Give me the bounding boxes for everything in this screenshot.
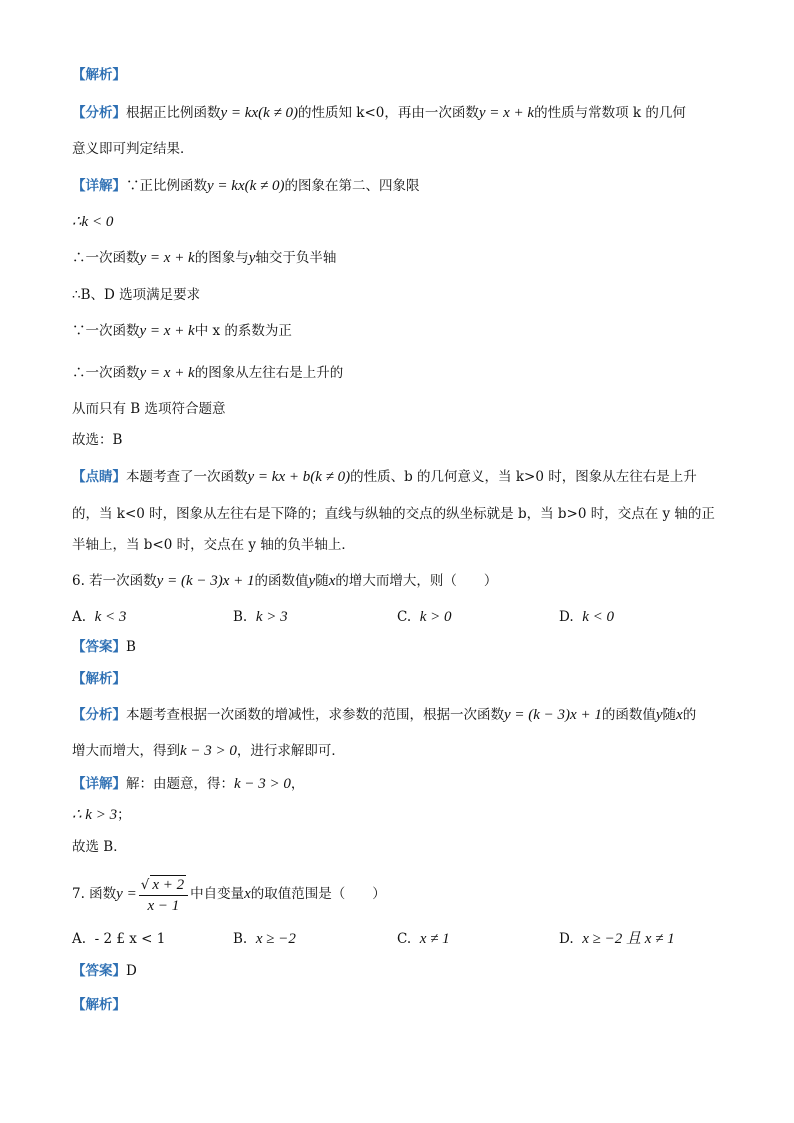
detail-line-3	[72, 249, 336, 267]
formula: y = x + k	[139, 323, 195, 339]
sqrt-icon: √	[140, 876, 150, 893]
detail-line-4: ∴B、D 选项满足要求	[72, 287, 201, 303]
text: 中 x 的系数为正	[194, 323, 292, 339]
detail-line-5	[72, 322, 292, 340]
q6-answer	[72, 638, 136, 656]
analysis-line-2: 意义即可判定结果．	[72, 141, 194, 157]
text: 的增大而增大，则（ ）	[335, 573, 498, 589]
text: 7. 函数	[72, 886, 117, 902]
text: 的图象在第二、四象限	[284, 178, 420, 194]
text: 中自变量	[190, 886, 245, 902]
option-label: B.	[233, 609, 248, 625]
text: 随	[315, 573, 329, 589]
option-label: D.	[559, 609, 574, 625]
answer-label: 【答案】	[72, 639, 126, 655]
comment-label: 【点睛】	[72, 469, 126, 485]
text: 随	[662, 707, 677, 723]
text: ，	[290, 776, 305, 792]
text: 本题考查根据一次函数的增减性，求参数的范围，根据一次函数	[126, 707, 504, 723]
option-label: C.	[397, 609, 412, 625]
q7-option-c	[397, 930, 450, 948]
formula: y = (k − 3)x + 1	[504, 707, 602, 723]
q7-option-a	[72, 930, 165, 948]
text: ，进行求解即可．	[236, 743, 345, 759]
q6-analysis-line-2	[72, 742, 345, 760]
formula: y =	[116, 886, 137, 902]
text: 的	[682, 707, 697, 723]
option-value: k > 0	[419, 609, 452, 625]
option-value: - 2 £ x < 1	[94, 931, 166, 947]
fraction-denominator: x − 1	[147, 897, 180, 914]
analysis-label: 【分析】	[72, 707, 126, 723]
detail-line-6	[72, 364, 343, 382]
q6-option-a	[72, 608, 126, 626]
option-label: D.	[559, 931, 574, 947]
question-7-stem	[72, 872, 386, 916]
text: 的性质与常数项 k 的几何	[534, 105, 686, 121]
option-label: C.	[397, 931, 412, 947]
q6-option-b	[233, 608, 288, 626]
formula: y = kx + b(k ≠ 0)	[247, 469, 351, 485]
option-value: x ≥ −2 且 x ≠ 1	[582, 931, 675, 947]
q6-section-jiexi: 【解析】	[72, 671, 126, 687]
option-value: x ≥ −2	[255, 931, 296, 947]
formula: y = kx(k ≠ 0)	[207, 178, 285, 194]
q6-option-d	[559, 608, 614, 626]
q6-detail-line-2	[72, 806, 131, 824]
q7-option-d	[559, 930, 675, 948]
text: 的函数值	[254, 573, 309, 589]
text: 的图象与	[194, 250, 249, 266]
formula: y = x + k	[478, 105, 535, 121]
analysis-line-1	[72, 104, 686, 122]
formula: k − 3 > 0	[180, 743, 237, 759]
formula: y = x + k	[139, 250, 195, 266]
text: 的图象从左往右是上升的	[194, 365, 344, 381]
option-label: A.	[72, 931, 87, 947]
answer-label: 【答案】	[72, 963, 126, 979]
answer-value: B	[126, 639, 136, 655]
option-value: x ≠ 1	[419, 931, 450, 947]
q7-answer	[72, 962, 137, 980]
formula: y = x + k	[139, 365, 195, 381]
formula: x	[676, 707, 683, 723]
text: 解：由题意，得：	[126, 776, 234, 792]
q7-option-b	[233, 930, 296, 948]
formula: y	[248, 250, 256, 266]
text: 的取值范围是（ ）	[250, 886, 386, 902]
fraction-numerator	[139, 875, 188, 896]
option-label: A.	[72, 609, 87, 625]
text: ∵一次函数	[72, 323, 140, 339]
formula: y = (k − 3)x + 1	[156, 573, 255, 589]
option-value: k < 0	[582, 609, 615, 625]
formula: k − 3 > 0	[234, 776, 291, 792]
q6-detail-line-1	[72, 775, 304, 793]
detail-line-1	[72, 177, 419, 195]
option-label: B.	[233, 931, 248, 947]
option-value: k < 3	[94, 609, 127, 625]
text: ∵正比例函数	[126, 178, 207, 194]
text: ∴一次函数	[72, 365, 140, 381]
text: 的性质、b 的几何意义，当 k>0 时，图象从左往右是上升	[350, 469, 697, 485]
formula: x	[244, 886, 251, 902]
text: 本题考查了一次函数	[126, 469, 248, 485]
section-label-jiexi: 【解析】	[72, 67, 126, 83]
comment-line-3: 半轴上，当 b<0 时，交点在 y 轴的负半轴上．	[72, 537, 355, 553]
text: ∴一次函数	[72, 250, 140, 266]
detail-line-2: ∴k < 0	[72, 214, 114, 230]
formula: x	[328, 573, 336, 589]
text: 的性质知 k<0，再由一次函数	[297, 105, 479, 121]
q6-analysis-line-1	[72, 706, 696, 724]
question-6-stem	[72, 572, 497, 590]
formula: y = kx(k ≠ 0)	[220, 105, 298, 121]
option-value: k > 3	[255, 609, 288, 625]
text: 6. 若一次函数	[72, 573, 157, 589]
detail-label: 【详解】	[72, 776, 126, 792]
q7-section-jiexi: 【解析】	[72, 997, 126, 1013]
detail-line-8: 故选：B	[72, 432, 123, 448]
answer-value: D	[126, 963, 137, 979]
text: 根据正比例函数	[126, 105, 221, 121]
text: 轴交于负半轴	[255, 250, 337, 266]
text: 的函数值	[601, 707, 656, 723]
formula: ∴ k > 3	[72, 807, 118, 823]
fraction	[139, 875, 188, 915]
radicand: x + 2	[152, 876, 185, 893]
q6-detail-line-3: 故选 B．	[72, 839, 127, 855]
formula: y	[308, 573, 316, 589]
q6-option-c	[397, 608, 452, 626]
analysis-label: 【分析】	[72, 105, 126, 121]
comment-line-1	[72, 468, 697, 486]
formula: y	[655, 707, 663, 723]
text: ；	[117, 807, 131, 823]
detail-label: 【详解】	[72, 178, 126, 194]
text: 增大而增大，得到	[72, 743, 180, 759]
comment-line-2: 的，当 k<0 时，图象从左往右是下降的；直线与纵轴的交点的纵坐标就是 b，当 b>0 时，交点在 y 轴的正	[72, 506, 715, 522]
detail-line-7: 从而只有 B 选项符合题意	[72, 401, 226, 417]
